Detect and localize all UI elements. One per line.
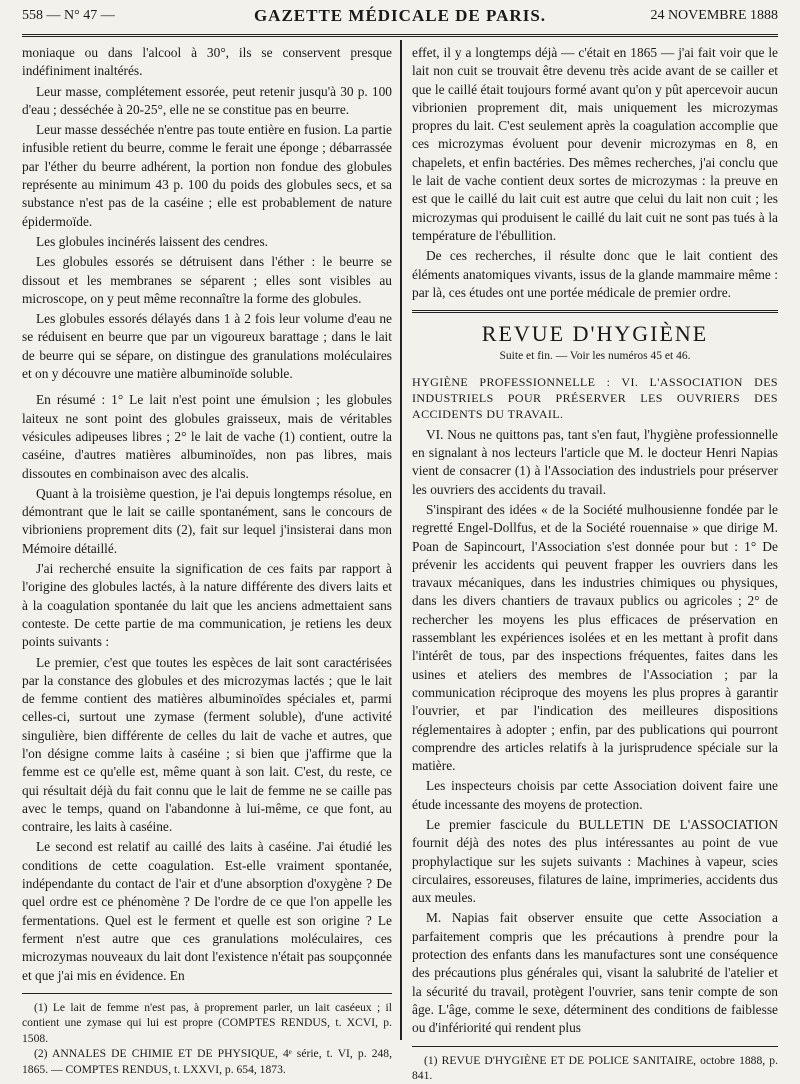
paragraph: Leur masse, complétement essorée, peut retenir jusqu'à 30 p. 100 d'eau ; desséchée à 20-25°, elle ne se constitue pas en beurre. xyxy=(22,83,392,117)
paragraph: S'inspirant des idées « de la Société mulhousienne fondée par le regretté Engel-Dollfus, et de la Société rouennaise » que dirige M. Poan de Sapincourt, l'Association s'est donnée pour but : 1° De prévenir les accidents qui peuvent frapper les ouvriers dans les travaux mécaniques, dans les industries chimiques ou physiques, dans les divers chantiers de travaux publics ou agricoles ; 2° de rechercher les moyens les plus efficaces de préservation en rassemblant les expériences isolées et en les mettant à profit dans l'intérêt de tous, par des inspections fréquentes, faites dans les usines et ateliers des membres de l'Association ; par la communication réciproque des moyens les plus propres à garantir l'ouvrier, et par l'indication des meilleures dispositions réglementaires à adopter ; enfin, par des publications qui pourront comprendre des articles relatifs à la jurisprudence spéciale sur la matière. xyxy=(412,501,778,774)
section-subtitle: Suite et fin. — Voir les numéros 45 et 46. xyxy=(499,350,691,363)
page-header xyxy=(22,4,778,30)
paragraph: moniaque ou dans l'alcool à 30°, ils se conservent presque indéfiniment inaltérés. xyxy=(22,45,392,79)
paragraph: Le premier fascicule du BULLETIN DE L'ASSOCIATION fournit déjà des notes des plus intéressantes au point de vue prophylactique sur les sujets suivants : Machines à vapeur, scies circulaires, essoreuses, filatures de laine, imprimeries, accidents dus aux meules. xyxy=(412,816,778,906)
paragraph: Leur masse desséchée n'entre pas toute entière en fusion. La partie infusible retient du beurre, comme le ferait une éponge ; débarrassée par l'éther du beurre adhérent, la portion non fondue des globules représente au minimum 43 p. 100 du poids des globules secs, et sa substance n'est pas de la caséine ; elle est probablement de nature épidermoïde. xyxy=(22,122,392,229)
paragraph: M. Napias fait observer ensuite que cette Association a parfaitement compris que les précautions à prendre pour la protection des enfants dans les manufactures sont une conséquence des précautions plus générales qui, visant la salubrité de l'atelier et la sécurité du travail, protègent l'ouvrier, sans tenir compte de son âge. L'âge, comme le sexe, déterminent des conditions de faiblesse ou d'infériorité qui rendent plus xyxy=(412,910,778,1036)
footnote-rule xyxy=(412,1046,778,1047)
paragraph: Le premier, c'est que toutes les espèces de lait sont caractérisées par la constance des globules et des microzymas lactés ; que le lait de femme contient des matières albuminoïdes spéciales et, parmi celles-ci, surtout une zymase (ferment soluble), d'une activité singulière, bien différente de celles du lait de vache et autres, que l'on désigne comme laits à caséine ; si bien que j'affirme que la femme est ce qu'elle est, même quant à son lait. C'est, du reste, ce qui résultait déjà du fait connu que le lait de femme ne se caille pas avec le temps, quand on l'abandonne à lui-même, ce que font, au contraire, les laits à caséine. xyxy=(22,654,392,835)
footnote: (1) Le lait de femme n'est pas, à proprement parler, un lait caséeux ; il contient une zymase qui lui est propre (COMPTES RENDUS, t. XCVI, p. 1508. xyxy=(22,1000,392,1045)
right-column xyxy=(412,44,778,1084)
footnote: (1) REVUE D'HYGIÈNE ET DE POLICE SANITAIRE, octobre 1888, p. 841. xyxy=(412,1053,778,1083)
footnote: (2) ANNALES DE CHIMIE ET DE PHYSIQUE, 4ᵉ série, t. VI, p. 248, 1865. — COMPTES RENDUS, t. LXXVI, p. 654, 1873. xyxy=(22,1047,392,1076)
paragraph: De ces recherches, il résulte donc que le lait contient des éléments anatomiques vivants, issus de la glande mammaire même : par là, ces études ont une portée médicale de premier ordre. xyxy=(412,248,778,300)
paragraph: Le second est relatif au caillé des laits à caséine. J'ai étudié les conditions de cette coagulation. Est-elle vraiment spontanée, indépendante du contact de l'air et d'une absorption d'oxygène ? De quel ordre est ce phénomène ? De l'ordre de ce que l'on appelle les fermentations. Quel est le ferment et quelle est son origine ? Le ferment n'est autre que ces granulations moléculaires, ces microzymas nouveaux du lait dont l'existence n'était pas soupçonnée et que j'ai mis en évidence. En xyxy=(22,839,392,983)
paragraph: Les globules incinérés laissent des cendres. xyxy=(36,233,269,249)
article-heading: HYGIÈNE PROFESSIONNELLE : VI. L'ASSOCIATION DES INDUSTRIELS POUR PRÉSERVER LES OUVRIERS DES ACCIDENTS DU TRAVAIL. xyxy=(412,374,778,421)
journal-title: GAZETTE MÉDICALE DE PARIS. xyxy=(253,6,547,25)
paragraph: Les globules essorés se détruisent dans l'éther : le beurre se dissout et les membranes se séparent ; elles sont visibles au microscope, on y peut même reconnaître la forme des globules. xyxy=(22,254,392,306)
paragraph: En résumé : 1° Le lait n'est point une émulsion ; les globules laiteux ne sont point des globules graisseux, mais de véritables vésicules adipeuses libres ; 2° le lait de vache (1) contient, outre la caséine, d'autres matières albuminoïdes, non pas libres, mais dissoutes en combinaison avec des alcalis. xyxy=(22,392,392,481)
paragraph: Les inspecteurs choisis par cette Association doivent faire une étude incessante des moyens de protection. xyxy=(412,778,778,812)
section-title: REVUE D'HYGIÈNE xyxy=(481,321,709,347)
page-number: 558 — N° 47 — xyxy=(22,8,115,23)
column-divider xyxy=(400,40,402,1040)
paragraph: VI. Nous ne quittons pas, tant s'en faut, l'hygiène professionnelle en signalant à nos lecteurs l'article que M. le docteur Henri Napias vient de consacrer (1) à l'Association des industriels pour préserver les ouvriers des accidents du travail. xyxy=(412,426,778,497)
paragraph: effet, il y a longtemps déjà — c'était en 1865 — j'ai fait voir que le lait non cuit se trouvait être devenu très acide avant de se cailler et que le caillé était toujours formé avant qu'on y pût apercevoir aucun vibrionien proprement dit, mais uniquement les microzymas propres du lait. C'est seulement après la coagulation accomplie que ces microzymas évoluent pour devenir microzymas en 8, en chapelets, et enfin bactéries. Des mêmes recherches, j'ai conclu que le lait de vache contient deux sortes de microzymas : la preuve en est que le caillé du lait cuit est autre que celui du lait non cuit ; les microzymas qui produisent le caillé du lait cuit ne sont pas tués à la température de l'ébullition. xyxy=(412,45,778,243)
left-column xyxy=(22,44,392,1077)
paragraph: J'ai recherché ensuite la signification de ces faits par rapport à l'origine des globules lactés, à la nature différente des divers laits et à la coagulation spontanée du lait que les anciens admettaient sans conteste. De cette partie de ma communication, je retiens les deux points suivants : xyxy=(22,561,392,650)
paragraph: Les globules essorés délayés dans 1 à 2 fois leur volume d'eau ne se réduisent en beurre que par un vigoureux barattage ; dans le lait de beurre qui se sépare, on distingue des granulations moléculaires et on y découvre une matière albuminoïde soluble. xyxy=(22,311,392,382)
section-rule xyxy=(412,310,778,313)
paragraph: Quant à la troisième question, je l'ai depuis longtemps résolue, en démontrant que le lait se caille spontanément, sans le concours de vibrioniens proprement dits (2), fait sur lequel j'insisterai dans mon Mémoire détaillé. xyxy=(22,485,392,556)
header-rule xyxy=(22,34,778,37)
footnote-rule xyxy=(22,993,392,994)
issue-date: 24 NOVEMBRE 1888 xyxy=(650,8,778,23)
